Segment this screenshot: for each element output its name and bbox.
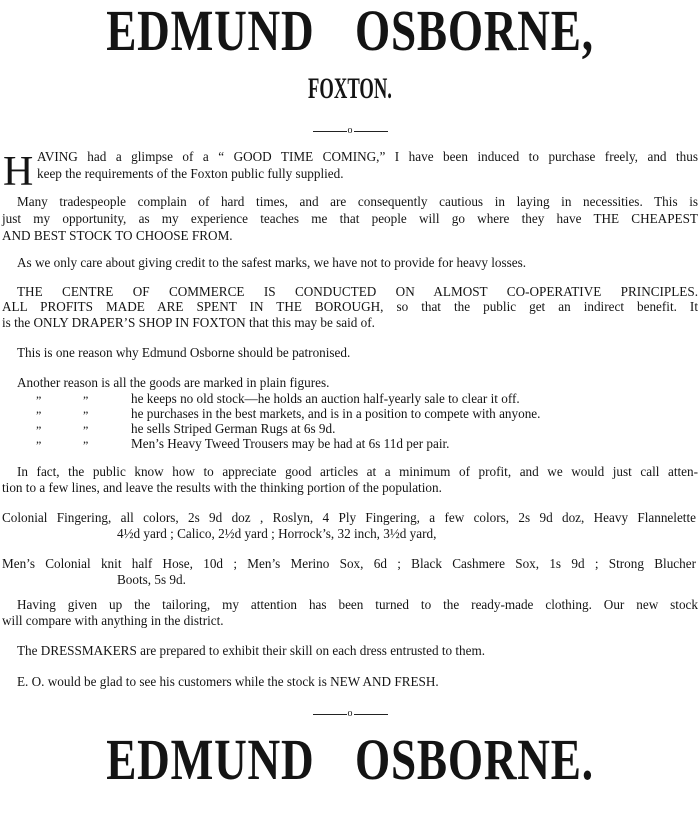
p4-line-2: ALL PROFITS MADE ARE SPENT IN THE BOROUGH, so that the public get an indirect benefit. It bbox=[2, 299, 698, 314]
drop-cap: H bbox=[3, 149, 34, 195]
ditto-mark: ” bbox=[83, 393, 89, 407]
separator-rule bbox=[0, 122, 700, 137]
p6-intro: Another reason is all the goods are marked in plain figures. bbox=[17, 375, 330, 390]
advertiser-name-footer bbox=[77, 727, 623, 792]
reason-item: he sells Striped German Rugs at 6s 9d. bbox=[131, 421, 336, 436]
town-heading: FOXTON. bbox=[308, 72, 392, 105]
p4-line-3: is the ONLY DRAPER’S SHOP IN FOXTON that this may be said of. bbox=[2, 315, 375, 330]
p1-line-2: keep the requirements of the Foxton public fully supplied. bbox=[37, 166, 344, 181]
p2-line-3: AND BEST STOCK TO CHOOSE FROM. bbox=[2, 228, 233, 243]
name-first: EDMUND bbox=[106, 727, 315, 792]
p4-line-1: THE CENTRE OF COMMERCE IS CONDUCTED ON ALMOST CO-OPERATIVE PRINCIPLES. bbox=[17, 284, 698, 299]
p7-line-2: tion to a few lines, and leave the results with the thinking portion of the population. bbox=[2, 480, 442, 495]
separator-mark: o bbox=[347, 708, 353, 720]
p1-line-1: AVING had a glimpse of a “ GOOD TIME COMING,” I have been induced to purchase freely, and thus bbox=[37, 149, 698, 164]
p5-line-1: This is one reason why Edmund Osborne should be patronised. bbox=[17, 345, 351, 360]
ditto-mark: ” bbox=[83, 438, 89, 452]
name-last: OSBORNE, bbox=[355, 0, 594, 63]
separator-mark: o bbox=[347, 125, 353, 137]
p12-line-1: E. O. would be glad to see his customers while the stock is NEW AND FRESH. bbox=[17, 674, 439, 689]
name-first: EDMUND bbox=[106, 0, 315, 63]
ditto-mark: ” bbox=[36, 438, 42, 452]
ditto-mark: ” bbox=[36, 408, 42, 422]
reason-item: he keeps no old stock—he holds an auction half-yearly sale to clear it off. bbox=[131, 391, 520, 406]
separator-rule bbox=[0, 705, 700, 720]
reason-item: he purchases in the best markets, and is in a position to compete with anyone. bbox=[131, 406, 541, 421]
p7-line-1: In fact, the public know how to appreciate good articles at a minimum of profit, and we would just call atten- bbox=[17, 464, 698, 479]
p3-line-1: As we only care about giving credit to the safest marks, we have not to provide for heavy losses. bbox=[17, 255, 527, 270]
p11-line-1: The DRESSMAKERS are prepared to exhibit their skill on each dress entrusted to them. bbox=[17, 643, 486, 658]
p10-line-2: will compare with anything in the district. bbox=[2, 613, 224, 628]
advertiser-name-heading bbox=[77, 0, 623, 63]
p8-line-1: Colonial Fingering, all colors, 2s 9d doz , Roslyn, 4 Ply Fingering, a few colors, 2s 9d doz, Heavy Flannelette bbox=[2, 510, 696, 525]
ditto-mark: ” bbox=[36, 423, 42, 437]
p2-line-2: just my opportunity, as my experience teaches me that people will go where they have THE CHEAPEST bbox=[2, 211, 698, 226]
p2-line-1: Many tradespeople complain of hard times, and are consequently cautious in laying in necessities. This is bbox=[17, 194, 698, 209]
name-last: OSBORNE. bbox=[355, 727, 594, 792]
reason-item: Men’s Heavy Tweed Trousers may be had at 6s 11d per pair. bbox=[131, 436, 450, 451]
p8-line-2: 4½d yard ; Calico, 2½d yard ; Horrock’s, 32 inch, 3½d yard, bbox=[117, 526, 437, 541]
p9-line-1: Men’s Colonial knit half Hose, 10d ; Men’s Merino Sox, 6d ; Black Cashmere Sox, 1s 9d ; Strong Blucher bbox=[2, 556, 696, 571]
p10-line-1: Having given up the tailoring, my attention has been turned to the ready-made clothing. Our new stock bbox=[17, 597, 698, 612]
ditto-mark: ” bbox=[83, 408, 89, 422]
ditto-mark: ” bbox=[36, 393, 42, 407]
ditto-mark: ” bbox=[83, 423, 89, 437]
p9-line-2: Boots, 5s 9d. bbox=[117, 572, 186, 587]
